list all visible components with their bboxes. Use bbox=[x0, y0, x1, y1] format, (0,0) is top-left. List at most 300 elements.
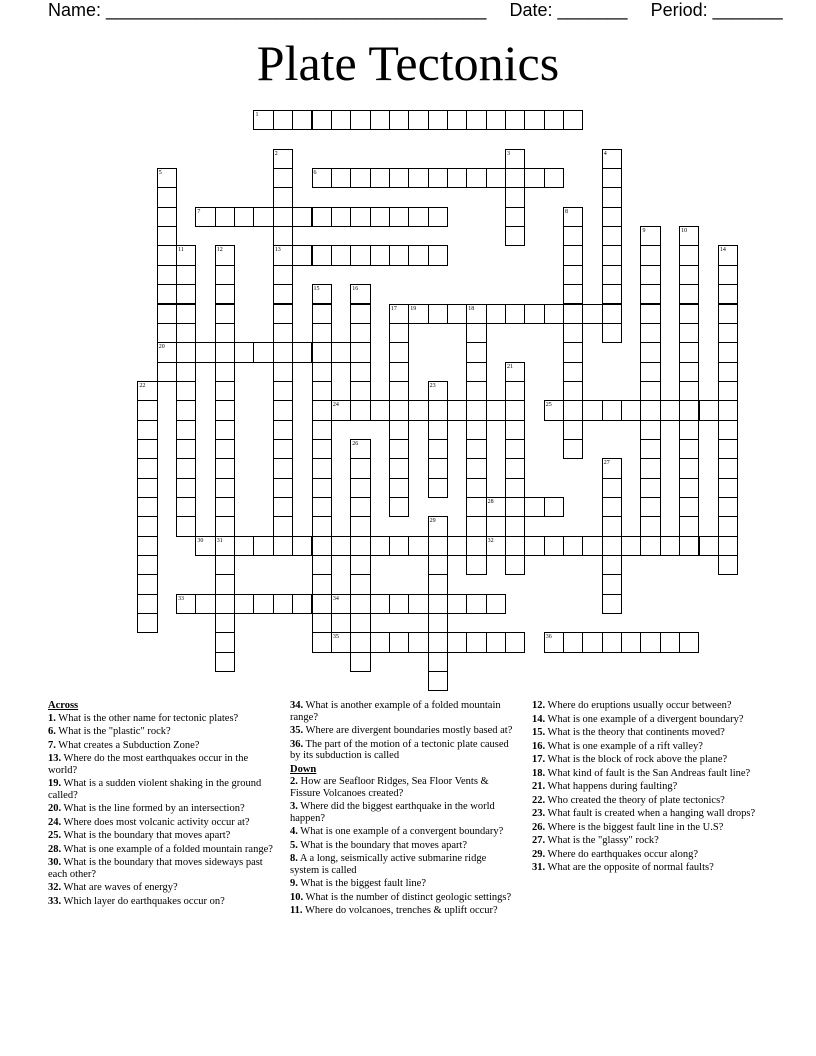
grid-cell[interactable] bbox=[370, 536, 390, 556]
grid-cell[interactable] bbox=[312, 439, 332, 459]
grid-cell[interactable] bbox=[176, 497, 196, 517]
grid-cell[interactable] bbox=[660, 400, 680, 420]
grid-cell[interactable] bbox=[679, 516, 699, 536]
grid-cell[interactable] bbox=[176, 342, 196, 362]
grid-cell[interactable] bbox=[486, 400, 506, 420]
grid-cell[interactable] bbox=[679, 478, 699, 498]
grid-cell[interactable] bbox=[602, 245, 622, 265]
grid-cell[interactable] bbox=[215, 574, 235, 594]
grid-cell[interactable] bbox=[370, 245, 390, 265]
grid-cell[interactable] bbox=[350, 497, 370, 517]
grid-cell[interactable] bbox=[137, 536, 157, 556]
grid-cell[interactable] bbox=[370, 110, 390, 130]
grid-cell[interactable] bbox=[350, 381, 370, 401]
grid-cell[interactable] bbox=[640, 362, 660, 382]
grid-cell[interactable] bbox=[486, 110, 506, 130]
grid-cell[interactable] bbox=[176, 323, 196, 343]
grid-cell[interactable] bbox=[447, 536, 467, 556]
grid-cell[interactable] bbox=[544, 168, 564, 188]
grid-cell[interactable] bbox=[389, 381, 409, 401]
grid-cell[interactable] bbox=[389, 594, 409, 614]
grid-cell[interactable] bbox=[466, 458, 486, 478]
grid-cell[interactable] bbox=[157, 362, 177, 382]
grid-cell[interactable] bbox=[273, 110, 293, 130]
grid-cell[interactable] bbox=[602, 284, 622, 304]
grid-cell[interactable] bbox=[563, 439, 583, 459]
grid-cell[interactable] bbox=[350, 652, 370, 672]
grid-cell[interactable] bbox=[273, 362, 293, 382]
grid-cell[interactable] bbox=[466, 632, 486, 652]
grid-cell[interactable] bbox=[679, 400, 699, 420]
grid-cell[interactable] bbox=[563, 536, 583, 556]
grid-cell[interactable] bbox=[331, 110, 351, 130]
grid-cell[interactable] bbox=[350, 323, 370, 343]
grid-cell[interactable] bbox=[447, 400, 467, 420]
grid-cell[interactable] bbox=[466, 168, 486, 188]
grid-cell[interactable] bbox=[505, 187, 525, 207]
grid-cell[interactable] bbox=[563, 265, 583, 285]
grid-cell[interactable] bbox=[215, 478, 235, 498]
grid-cell[interactable] bbox=[292, 536, 312, 556]
grid-cell[interactable] bbox=[312, 613, 332, 633]
grid-cell[interactable] bbox=[466, 478, 486, 498]
grid-cell[interactable] bbox=[505, 400, 525, 420]
grid-cell[interactable] bbox=[466, 439, 486, 459]
grid-cell[interactable] bbox=[602, 304, 622, 324]
grid-cell[interactable] bbox=[428, 574, 448, 594]
grid-cell[interactable] bbox=[447, 632, 467, 652]
grid-cell[interactable] bbox=[428, 207, 448, 227]
grid-cell[interactable] bbox=[331, 168, 351, 188]
grid-cell[interactable] bbox=[718, 265, 738, 285]
grid-cell[interactable] bbox=[389, 245, 409, 265]
grid-cell[interactable] bbox=[389, 439, 409, 459]
grid-cell[interactable] bbox=[718, 458, 738, 478]
grid-cell[interactable] bbox=[660, 536, 680, 556]
grid-cell[interactable] bbox=[679, 284, 699, 304]
grid-cell[interactable] bbox=[273, 536, 293, 556]
grid-cell[interactable] bbox=[389, 168, 409, 188]
grid-cell[interactable] bbox=[137, 478, 157, 498]
grid-cell[interactable] bbox=[215, 652, 235, 672]
grid-cell[interactable] bbox=[195, 594, 215, 614]
grid-cell[interactable] bbox=[563, 362, 583, 382]
grid-cell[interactable] bbox=[215, 458, 235, 478]
grid-cell[interactable] bbox=[312, 362, 332, 382]
grid-cell[interactable] bbox=[273, 420, 293, 440]
grid-cell[interactable] bbox=[176, 400, 196, 420]
grid-cell[interactable] bbox=[428, 304, 448, 324]
grid-cell[interactable] bbox=[582, 400, 602, 420]
grid-cell[interactable] bbox=[350, 362, 370, 382]
grid-cell[interactable] bbox=[640, 458, 660, 478]
grid-cell[interactable] bbox=[447, 304, 467, 324]
grid-cell[interactable] bbox=[176, 265, 196, 285]
grid-cell[interactable] bbox=[312, 458, 332, 478]
grid-cell[interactable] bbox=[602, 516, 622, 536]
grid-cell[interactable] bbox=[176, 304, 196, 324]
grid-cell[interactable] bbox=[389, 323, 409, 343]
grid-cell[interactable] bbox=[428, 478, 448, 498]
grid-cell[interactable] bbox=[505, 516, 525, 536]
grid-cell[interactable] bbox=[215, 400, 235, 420]
grid-cell[interactable] bbox=[718, 439, 738, 459]
grid-cell[interactable] bbox=[137, 458, 157, 478]
grid-cell[interactable] bbox=[176, 284, 196, 304]
grid-cell[interactable] bbox=[563, 245, 583, 265]
grid-cell[interactable] bbox=[563, 632, 583, 652]
grid-cell[interactable] bbox=[370, 400, 390, 420]
grid-cell[interactable] bbox=[312, 420, 332, 440]
grid-cell[interactable] bbox=[273, 304, 293, 324]
grid-cell[interactable] bbox=[350, 516, 370, 536]
grid-cell[interactable] bbox=[157, 323, 177, 343]
grid-cell[interactable] bbox=[370, 207, 390, 227]
grid-cell[interactable] bbox=[582, 536, 602, 556]
grid-cell[interactable] bbox=[331, 342, 351, 362]
grid-cell[interactable] bbox=[137, 574, 157, 594]
grid-cell[interactable] bbox=[350, 245, 370, 265]
grid-cell[interactable] bbox=[389, 478, 409, 498]
grid-cell[interactable] bbox=[408, 632, 428, 652]
grid-cell[interactable] bbox=[563, 420, 583, 440]
grid-cell[interactable] bbox=[350, 168, 370, 188]
grid-cell[interactable] bbox=[718, 555, 738, 575]
grid-cell[interactable] bbox=[408, 207, 428, 227]
grid-cell[interactable] bbox=[447, 168, 467, 188]
grid-cell[interactable] bbox=[679, 323, 699, 343]
grid-cell[interactable] bbox=[679, 458, 699, 478]
grid-cell[interactable] bbox=[350, 536, 370, 556]
grid-cell[interactable] bbox=[273, 458, 293, 478]
grid-cell[interactable] bbox=[273, 594, 293, 614]
grid-cell[interactable] bbox=[273, 400, 293, 420]
grid-cell[interactable] bbox=[312, 381, 332, 401]
grid-cell[interactable] bbox=[428, 168, 448, 188]
grid-cell[interactable] bbox=[253, 342, 273, 362]
grid-cell[interactable] bbox=[273, 381, 293, 401]
grid-cell[interactable] bbox=[466, 420, 486, 440]
grid-cell[interactable] bbox=[505, 458, 525, 478]
grid-cell[interactable] bbox=[582, 632, 602, 652]
grid-cell[interactable] bbox=[428, 555, 448, 575]
grid-cell[interactable] bbox=[350, 613, 370, 633]
grid-cell[interactable] bbox=[524, 497, 544, 517]
grid-cell[interactable] bbox=[157, 304, 177, 324]
grid-cell[interactable] bbox=[466, 381, 486, 401]
grid-cell[interactable] bbox=[215, 342, 235, 362]
grid-cell[interactable] bbox=[544, 536, 564, 556]
grid-cell[interactable] bbox=[718, 304, 738, 324]
grid-cell[interactable] bbox=[389, 400, 409, 420]
grid-cell[interactable] bbox=[679, 304, 699, 324]
grid-cell[interactable] bbox=[563, 400, 583, 420]
grid-cell[interactable] bbox=[486, 168, 506, 188]
grid-cell[interactable] bbox=[137, 420, 157, 440]
grid-cell[interactable] bbox=[273, 284, 293, 304]
grid-cell[interactable] bbox=[176, 458, 196, 478]
grid-cell[interactable] bbox=[292, 110, 312, 130]
grid-cell[interactable] bbox=[137, 439, 157, 459]
grid-cell[interactable] bbox=[137, 516, 157, 536]
grid-cell[interactable] bbox=[466, 400, 486, 420]
grid-cell[interactable] bbox=[350, 632, 370, 652]
grid-cell[interactable] bbox=[234, 342, 254, 362]
grid-cell[interactable] bbox=[312, 110, 332, 130]
grid-cell[interactable] bbox=[370, 168, 390, 188]
grid-cell[interactable] bbox=[621, 400, 641, 420]
grid-cell[interactable] bbox=[679, 536, 699, 556]
grid-cell[interactable] bbox=[679, 632, 699, 652]
grid-cell[interactable] bbox=[505, 555, 525, 575]
grid-cell[interactable] bbox=[602, 168, 622, 188]
grid-cell[interactable] bbox=[350, 574, 370, 594]
grid-cell[interactable] bbox=[660, 632, 680, 652]
grid-cell[interactable] bbox=[215, 265, 235, 285]
grid-cell[interactable] bbox=[273, 168, 293, 188]
grid-cell[interactable] bbox=[505, 168, 525, 188]
grid-cell[interactable] bbox=[602, 207, 622, 227]
grid-cell[interactable] bbox=[215, 362, 235, 382]
grid-cell[interactable] bbox=[679, 497, 699, 517]
grid-cell[interactable] bbox=[234, 207, 254, 227]
grid-cell[interactable] bbox=[640, 284, 660, 304]
grid-cell[interactable] bbox=[428, 652, 448, 672]
grid-cell[interactable] bbox=[679, 381, 699, 401]
grid-cell[interactable] bbox=[389, 420, 409, 440]
grid-cell[interactable] bbox=[253, 536, 273, 556]
grid-cell[interactable] bbox=[563, 323, 583, 343]
grid-cell[interactable] bbox=[621, 632, 641, 652]
grid-cell[interactable] bbox=[312, 400, 332, 420]
grid-cell[interactable] bbox=[466, 497, 486, 517]
grid-cell[interactable] bbox=[428, 458, 448, 478]
grid-cell[interactable] bbox=[312, 304, 332, 324]
grid-cell[interactable] bbox=[176, 439, 196, 459]
grid-cell[interactable] bbox=[273, 323, 293, 343]
grid-cell[interactable] bbox=[292, 594, 312, 614]
grid-cell[interactable] bbox=[718, 400, 738, 420]
grid-cell[interactable] bbox=[718, 536, 738, 556]
grid-cell[interactable] bbox=[602, 400, 622, 420]
grid-cell[interactable] bbox=[505, 207, 525, 227]
grid-cell[interactable] bbox=[621, 536, 641, 556]
grid-cell[interactable] bbox=[389, 207, 409, 227]
grid-cell[interactable] bbox=[137, 555, 157, 575]
grid-cell[interactable] bbox=[505, 536, 525, 556]
grid-cell[interactable] bbox=[428, 671, 448, 691]
grid-cell[interactable] bbox=[312, 342, 332, 362]
grid-cell[interactable] bbox=[389, 362, 409, 382]
grid-cell[interactable] bbox=[505, 110, 525, 130]
grid-cell[interactable] bbox=[350, 458, 370, 478]
grid-cell[interactable] bbox=[389, 342, 409, 362]
grid-cell[interactable] bbox=[505, 304, 525, 324]
grid-cell[interactable] bbox=[312, 478, 332, 498]
grid-cell[interactable] bbox=[312, 632, 332, 652]
grid-cell[interactable] bbox=[312, 323, 332, 343]
grid-cell[interactable] bbox=[524, 110, 544, 130]
grid-cell[interactable] bbox=[699, 536, 719, 556]
grid-cell[interactable] bbox=[505, 632, 525, 652]
grid-cell[interactable] bbox=[428, 245, 448, 265]
grid-cell[interactable] bbox=[157, 207, 177, 227]
grid-cell[interactable] bbox=[524, 304, 544, 324]
grid-cell[interactable] bbox=[524, 536, 544, 556]
grid-cell[interactable] bbox=[215, 207, 235, 227]
grid-cell[interactable] bbox=[699, 400, 719, 420]
grid-cell[interactable] bbox=[563, 284, 583, 304]
grid-cell[interactable] bbox=[640, 304, 660, 324]
grid-cell[interactable] bbox=[640, 400, 660, 420]
grid-cell[interactable] bbox=[215, 381, 235, 401]
grid-cell[interactable] bbox=[176, 381, 196, 401]
grid-cell[interactable] bbox=[408, 245, 428, 265]
grid-cell[interactable] bbox=[215, 632, 235, 652]
grid-cell[interactable] bbox=[350, 400, 370, 420]
grid-cell[interactable] bbox=[486, 594, 506, 614]
grid-cell[interactable] bbox=[312, 574, 332, 594]
grid-cell[interactable] bbox=[273, 207, 293, 227]
grid-cell[interactable] bbox=[602, 323, 622, 343]
grid-cell[interactable] bbox=[582, 304, 602, 324]
grid-cell[interactable] bbox=[312, 245, 332, 265]
grid-cell[interactable] bbox=[389, 632, 409, 652]
grid-cell[interactable] bbox=[563, 110, 583, 130]
grid-cell[interactable] bbox=[176, 420, 196, 440]
grid-cell[interactable] bbox=[137, 594, 157, 614]
grid-cell[interactable] bbox=[718, 342, 738, 362]
grid-cell[interactable] bbox=[428, 536, 448, 556]
grid-cell[interactable] bbox=[273, 516, 293, 536]
grid-cell[interactable] bbox=[679, 342, 699, 362]
grid-cell[interactable] bbox=[350, 478, 370, 498]
grid-cell[interactable] bbox=[331, 207, 351, 227]
grid-cell[interactable] bbox=[234, 536, 254, 556]
grid-cell[interactable] bbox=[428, 110, 448, 130]
grid-cell[interactable] bbox=[312, 555, 332, 575]
grid-cell[interactable] bbox=[273, 342, 293, 362]
grid-cell[interactable] bbox=[718, 420, 738, 440]
grid-cell[interactable] bbox=[157, 245, 177, 265]
grid-cell[interactable] bbox=[157, 265, 177, 285]
grid-cell[interactable] bbox=[718, 516, 738, 536]
grid-cell[interactable] bbox=[640, 632, 660, 652]
grid-cell[interactable] bbox=[679, 362, 699, 382]
grid-cell[interactable] bbox=[273, 187, 293, 207]
grid-cell[interactable] bbox=[602, 632, 622, 652]
grid-cell[interactable] bbox=[718, 381, 738, 401]
grid-cell[interactable] bbox=[215, 420, 235, 440]
grid-cell[interactable] bbox=[331, 536, 351, 556]
grid-cell[interactable] bbox=[486, 632, 506, 652]
grid-cell[interactable] bbox=[486, 304, 506, 324]
grid-cell[interactable] bbox=[273, 497, 293, 517]
grid-cell[interactable] bbox=[157, 187, 177, 207]
grid-cell[interactable] bbox=[640, 245, 660, 265]
grid-cell[interactable] bbox=[195, 342, 215, 362]
grid-cell[interactable] bbox=[215, 323, 235, 343]
grid-cell[interactable] bbox=[466, 536, 486, 556]
grid-cell[interactable] bbox=[602, 574, 622, 594]
grid-cell[interactable] bbox=[350, 207, 370, 227]
date-field-label[interactable]: Date: _______ bbox=[509, 0, 628, 20]
grid-cell[interactable] bbox=[157, 284, 177, 304]
grid-cell[interactable] bbox=[408, 110, 428, 130]
grid-cell[interactable] bbox=[505, 478, 525, 498]
grid-cell[interactable] bbox=[563, 342, 583, 362]
grid-cell[interactable] bbox=[331, 245, 351, 265]
grid-cell[interactable] bbox=[137, 497, 157, 517]
grid-cell[interactable] bbox=[428, 420, 448, 440]
grid-cell[interactable] bbox=[292, 342, 312, 362]
grid-cell[interactable] bbox=[640, 265, 660, 285]
grid-cell[interactable] bbox=[447, 594, 467, 614]
grid-cell[interactable] bbox=[602, 226, 622, 246]
grid-cell[interactable] bbox=[718, 362, 738, 382]
grid-cell[interactable] bbox=[176, 362, 196, 382]
grid-cell[interactable] bbox=[718, 497, 738, 517]
grid-cell[interactable] bbox=[137, 613, 157, 633]
grid-cell[interactable] bbox=[563, 226, 583, 246]
grid-cell[interactable] bbox=[544, 304, 564, 324]
grid-cell[interactable] bbox=[215, 304, 235, 324]
grid-cell[interactable] bbox=[389, 497, 409, 517]
grid-cell[interactable] bbox=[312, 594, 332, 614]
grid-cell[interactable] bbox=[505, 497, 525, 517]
grid-cell[interactable] bbox=[157, 226, 177, 246]
grid-cell[interactable] bbox=[176, 478, 196, 498]
grid-cell[interactable] bbox=[466, 110, 486, 130]
period-field-label[interactable]: Period: _______ bbox=[650, 0, 783, 20]
grid-cell[interactable] bbox=[602, 497, 622, 517]
grid-cell[interactable] bbox=[350, 304, 370, 324]
grid-cell[interactable] bbox=[137, 400, 157, 420]
grid-cell[interactable] bbox=[312, 536, 332, 556]
grid-cell[interactable] bbox=[718, 478, 738, 498]
grid-cell[interactable] bbox=[253, 594, 273, 614]
grid-cell[interactable] bbox=[544, 497, 564, 517]
grid-cell[interactable] bbox=[370, 594, 390, 614]
grid-cell[interactable] bbox=[215, 439, 235, 459]
grid-cell[interactable] bbox=[292, 207, 312, 227]
grid-cell[interactable] bbox=[640, 478, 660, 498]
grid-cell[interactable] bbox=[505, 381, 525, 401]
grid-cell[interactable] bbox=[544, 110, 564, 130]
grid-cell[interactable] bbox=[215, 516, 235, 536]
grid-cell[interactable] bbox=[428, 439, 448, 459]
grid-cell[interactable] bbox=[273, 265, 293, 285]
grid-cell[interactable] bbox=[408, 594, 428, 614]
grid-cell[interactable] bbox=[602, 478, 622, 498]
grid-cell[interactable] bbox=[679, 245, 699, 265]
grid-cell[interactable] bbox=[466, 555, 486, 575]
grid-cell[interactable] bbox=[718, 323, 738, 343]
grid-cell[interactable] bbox=[466, 323, 486, 343]
grid-cell[interactable] bbox=[215, 284, 235, 304]
grid-cell[interactable] bbox=[505, 420, 525, 440]
grid-cell[interactable] bbox=[234, 594, 254, 614]
grid-cell[interactable] bbox=[640, 323, 660, 343]
grid-cell[interactable] bbox=[312, 207, 332, 227]
grid-cell[interactable] bbox=[640, 497, 660, 517]
grid-cell[interactable] bbox=[350, 110, 370, 130]
grid-cell[interactable] bbox=[176, 516, 196, 536]
grid-cell[interactable] bbox=[389, 110, 409, 130]
grid-cell[interactable] bbox=[389, 536, 409, 556]
grid-cell[interactable] bbox=[312, 497, 332, 517]
grid-cell[interactable] bbox=[602, 187, 622, 207]
